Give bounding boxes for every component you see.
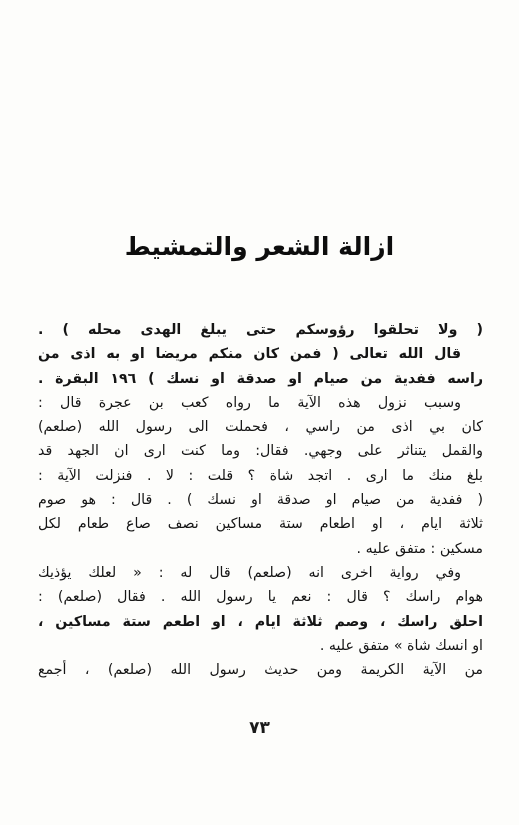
page-number: ٧٣ bbox=[249, 718, 270, 738]
text-line: او انسك شاة » متفق عليه . bbox=[319, 637, 483, 654]
text-line: ( ولا تحلقوا رؤوسكم حتى يبلغ الهدى محله ) . bbox=[38, 322, 483, 338]
chapter-title: ازالة الشعر والتمشيط bbox=[124, 232, 395, 261]
text-line: ( ففدية من صيام او صدقة او نسك ) . قال : هو صوم bbox=[38, 492, 483, 509]
text-line: ثلاثة ايام ، او اطعام ستة مساكين نصف صاع طعام لكل bbox=[38, 516, 483, 533]
text-line: هوام راسك ؟ قال : نعم يا رسول الله . فقال (صلعم) : bbox=[38, 589, 483, 606]
text-line: وسبب نزول هذه الآية ما رواه كعب بن عجرة قال : bbox=[38, 394, 461, 411]
text-line: والقمل يتناثر على وجهي. فقال: وما كنت ارى ان الجهد قد bbox=[38, 443, 483, 460]
text-line: مسكين : متفق عليه . bbox=[356, 540, 483, 557]
text-line: قال الله تعالى ( فمن كان منكم مريضا او به اذى من bbox=[38, 346, 461, 363]
body-text bbox=[38, 318, 483, 682]
text-line: وفي رواية اخرى انه (صلعم) قال له : « لعلك يؤذيك bbox=[38, 564, 461, 581]
text-line: احلق راسك ، وصم ثلاثة ايام ، او اطعم ستة مساكين ، bbox=[38, 613, 483, 630]
text-line: راسه ففدية من صيام او صدقة او نسك ) ١٩٦ البقرة . bbox=[38, 370, 483, 387]
text-line: من الآية الكريمة ومن حديث رسول الله (صلعم) ، أجمع bbox=[38, 662, 483, 679]
text-line: كان بي اذى من راسي ، فحملت الى رسول الله (صلعم) bbox=[38, 419, 483, 436]
text-line: بلغ منك ما ارى . اتجد شاة ؟ قلت : لا . فنزلت الآية : bbox=[38, 467, 483, 484]
